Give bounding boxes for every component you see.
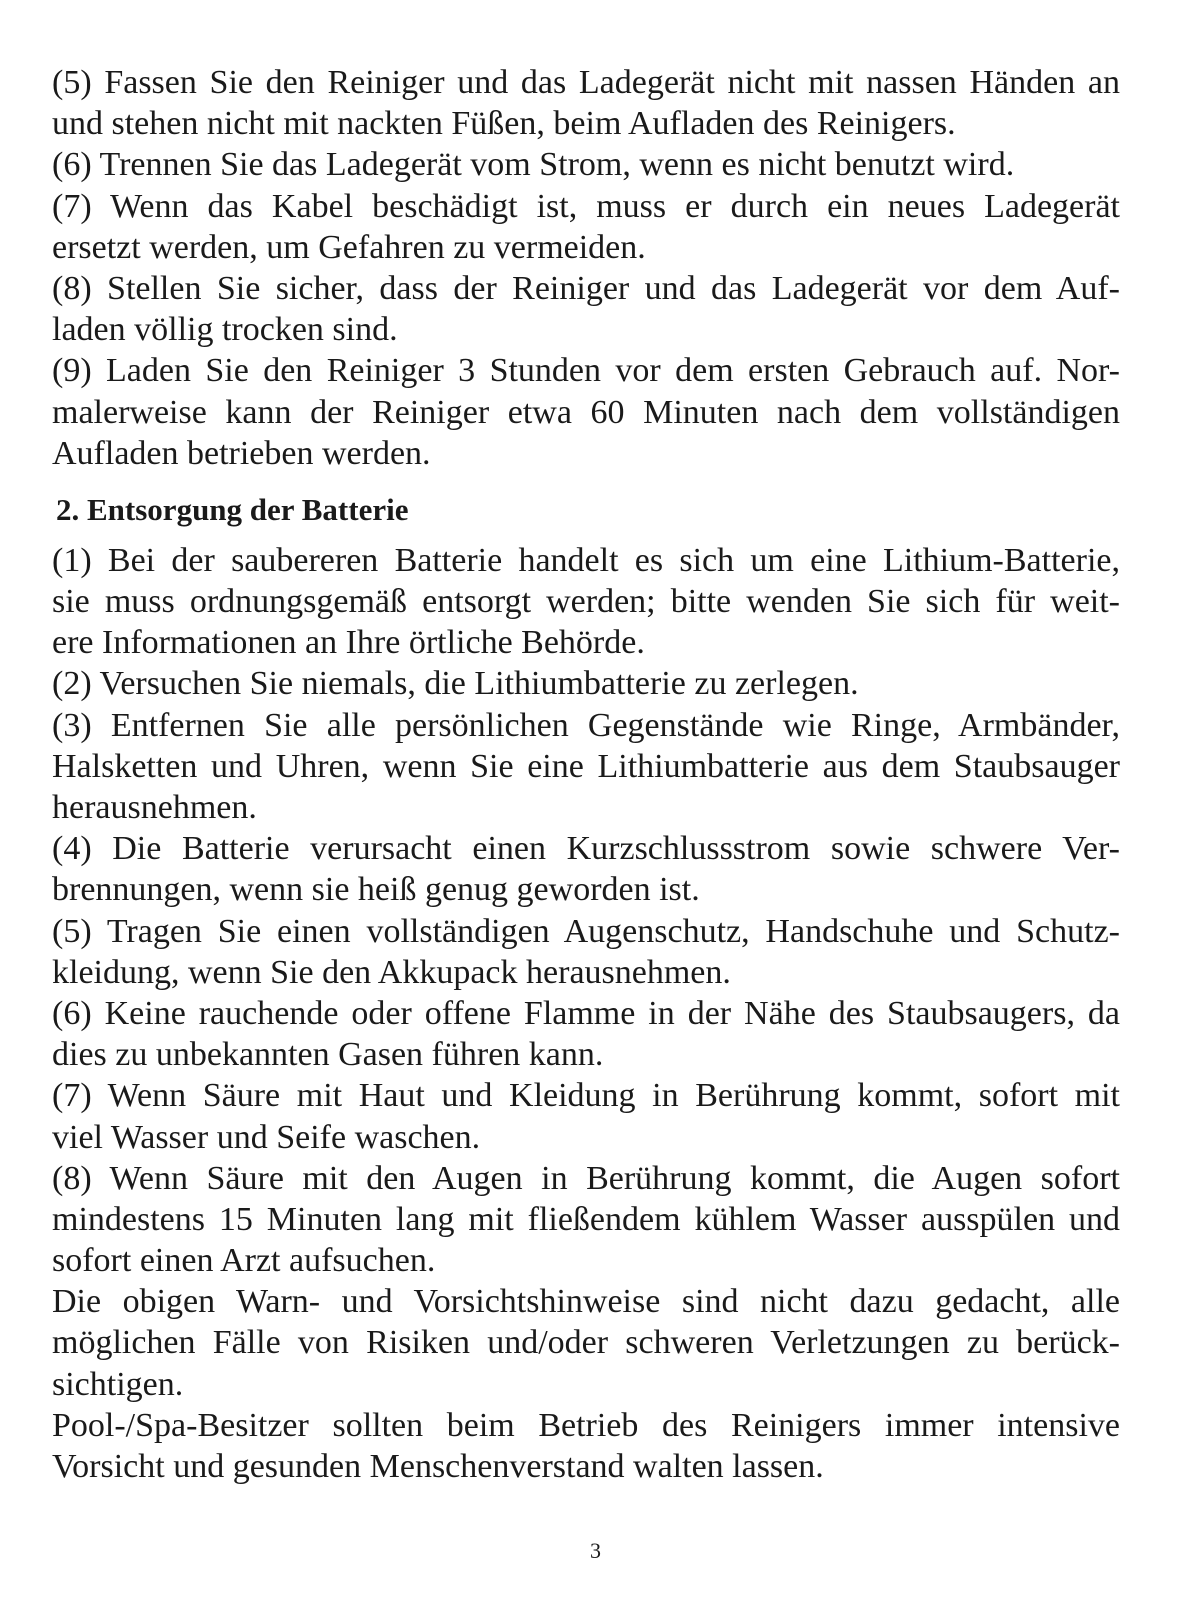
- text-line: ersetzt werden, um Gefahren zu vermeiden.: [52, 228, 646, 266]
- text-line: sie muss ordnungsgemäß entsorgt werden; bitte wenden Sie sich für weit-: [52, 583, 1120, 621]
- text-line: (5) Tragen Sie einen vollständigen Augenschutz, Handschuhe und Schutz-: [52, 912, 1120, 950]
- document-page: [52, 62, 1120, 1487]
- text-line: (8) Stellen Sie sicher, dass der Reiniger und das Ladegerät vor dem Auf-: [52, 269, 1120, 307]
- text-line: kleidung, wenn Sie den Akkupack herausnehmen.: [52, 953, 731, 991]
- text-line: mindestens 15 Minuten lang mit fließendem kühlem Wasser ausspülen und: [52, 1200, 1120, 1238]
- text-line: herausnehmen.: [52, 789, 257, 826]
- text-line: (4) Die Batterie verursacht einen Kurzschlussstrom sowie schwere Ver-: [52, 830, 1120, 868]
- text-line: Aufladen betrieben werden.: [52, 434, 431, 472]
- text-line: (6) Keine rauchende oder offene Flamme in der Nähe des Staubsaugers, da: [52, 994, 1120, 1032]
- text-line: dies zu unbekannten Gasen führen kann.: [52, 1036, 604, 1074]
- text-line: (1) Bei der saubereren Batterie handelt es sich um eine Lithium-Batterie,: [52, 541, 1120, 579]
- text-line: (5) Fassen Sie den Reiniger und das Ladegerät nicht mit nassen Händen an: [52, 64, 1120, 101]
- text-line: (7) Wenn das Kabel beschädigt ist, muss er durch ein neues Ladegerät: [52, 187, 1120, 225]
- text-line: malerweise kann der Reiniger etwa 60 Minuten nach dem vollständigen: [52, 393, 1120, 431]
- text-line: und stehen nicht mit nackten Füßen, beim Aufladen des Reinigers.: [52, 105, 956, 143]
- list-item-7b: [52, 1075, 1120, 1157]
- caution-paragraph: [52, 1405, 1120, 1487]
- text-line: sichtigen.: [52, 1365, 184, 1403]
- text-line: Die obigen Warn- und Vorsichtshinweise sind nicht dazu gedacht, alle: [52, 1283, 1120, 1321]
- list-item-8: [52, 268, 1120, 350]
- list-item-2: [52, 663, 1120, 704]
- list-item-4: [52, 828, 1120, 910]
- list-item-6: [52, 144, 1120, 185]
- text-line: sofort einen Arzt aufsuchen.: [52, 1242, 436, 1280]
- list-item-1: [52, 540, 1120, 664]
- text-line: Pool-/Spa-Besitzer sollten beim Betrieb des Reinigers immer intensive: [52, 1406, 1120, 1444]
- list-item-9: [52, 350, 1120, 474]
- text-line: ere Informationen an Ihre örtliche Behörde.: [52, 624, 645, 662]
- text-line: (9) Laden Sie den Reiniger 3 Stunden vor dem ersten Gebrauch auf. Nor-: [52, 352, 1120, 390]
- text-line: (6) Trennen Sie das Ladegerät vom Strom, wenn es nicht benutzt wird.: [52, 146, 1015, 184]
- text-line: brennungen, wenn sie heiß genug geworden ist.: [52, 871, 700, 909]
- list-item-5: [52, 62, 1120, 144]
- text-line: (3) Entfernen Sie alle persönlichen Gegenstände wie Ringe, Armbänder,: [52, 706, 1120, 744]
- text-line: Vorsicht und gesunden Menschenverstand walten lassen.: [52, 1448, 824, 1485]
- list-item-5b: [52, 911, 1120, 993]
- text-line: laden völlig trocken sind.: [52, 311, 398, 349]
- list-item-6b: [52, 993, 1120, 1075]
- list-item-8b: [52, 1158, 1120, 1282]
- text-line: Halsketten und Uhren, wenn Sie eine Lithiumbatterie aus dem Staubsauger: [52, 747, 1120, 785]
- disclaimer-paragraph: [52, 1281, 1120, 1405]
- text-line: möglichen Fälle von Risiken und/oder schweren Verletzungen zu berück-: [52, 1324, 1120, 1362]
- text-line: viel Wasser und Seife waschen.: [52, 1118, 481, 1156]
- text-line: (7) Wenn Säure mit Haut und Kleidung in Berührung kommt, sofort mit: [52, 1077, 1120, 1115]
- text-line: (2) Versuchen Sie niemals, die Lithiumbatterie zu zerlegen.: [52, 665, 859, 703]
- text-line: (8) Wenn Säure mit den Augen in Berührung kommt, die Augen sofort: [52, 1159, 1120, 1197]
- list-item-3: [52, 705, 1120, 829]
- section-heading: 2. Entsorgung der Batterie: [56, 491, 409, 527]
- list-item-7: [52, 186, 1120, 268]
- page-number: 3: [590, 1538, 601, 1563]
